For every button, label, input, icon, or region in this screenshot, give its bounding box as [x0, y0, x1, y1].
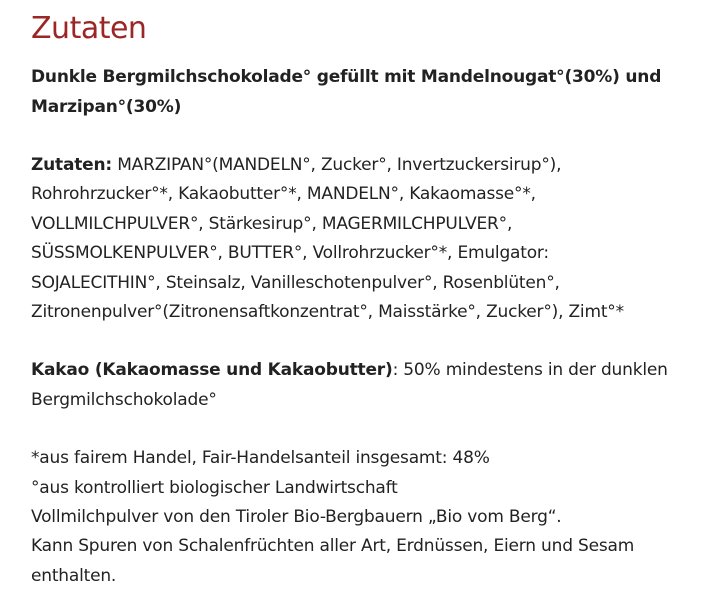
- spacer: [31, 122, 706, 151]
- subtitle-line: Dunkle Bergmilchschokolade° gefüllt mit Mandelnougat°(30%) und: [31, 67, 662, 87]
- ingredients-line: SOJALECITHIN°, Steinsalz, Vanilleschotenpulver°, Rosenblüten°,: [31, 272, 560, 293]
- ingredients-line: Zitronenpulver°(Zitronensaftkonzentrat°, Maisstärke°, Zucker°), Zimt°*: [31, 302, 624, 323]
- note-line: enthalten.: [31, 565, 117, 586]
- ingredients-text: MARZIPAN°(MANDELN°, Zucker°, Invertzuckersirup°),: [112, 155, 562, 175]
- section-heading: Zutaten: [31, 11, 147, 46]
- note-line: Vollmilchpulver von den Tiroler Bio-Bergbauern „Bio vom Berg“.: [31, 507, 562, 528]
- ingredients-section: [31, 0, 706, 591]
- cocoa-content: [31, 356, 706, 415]
- note-line: *aus fairem Handel, Fair-Handelsanteil insgesamt: 48%: [31, 448, 490, 469]
- spacer: [31, 415, 706, 444]
- cocoa-line: Bergmilchschokolade°: [31, 389, 217, 410]
- ingredients-line: VOLLMILCHPULVER°, Stärkesirup°, MAGERMILCHPULVER°,: [31, 213, 513, 234]
- ingredients-line: [31, 151, 706, 180]
- cocoa-line: [31, 356, 706, 385]
- note-line: °aus kontrolliert biologischer Landwirtschaft: [31, 477, 398, 498]
- ingredients-label: Zutaten:: [31, 155, 112, 175]
- subtitle-line: Marzipan°(30%): [31, 97, 182, 117]
- notes: [31, 444, 706, 591]
- note-line: Kann Spuren von Schalenfrüchten aller Art, Erdnüssen, Eiern und Sesam: [31, 536, 635, 557]
- ingredients-line: Rohrohrzucker°*, Kakaobutter°*, MANDELN°, Kakaomasse°*,: [31, 184, 536, 205]
- cocoa-text: : 50% mindestens in der dunklen: [392, 360, 668, 381]
- ingredients-list: [31, 151, 706, 327]
- cocoa-label: Kakao (Kakaomasse und Kakaobutter): [31, 360, 393, 381]
- spacer: [31, 327, 706, 356]
- ingredients-line: SÜSSMOLKENPULVER°, BUTTER°, Vollrohrzucker°*, Emulgator:: [31, 243, 549, 264]
- product-subtitle: [31, 62, 706, 122]
